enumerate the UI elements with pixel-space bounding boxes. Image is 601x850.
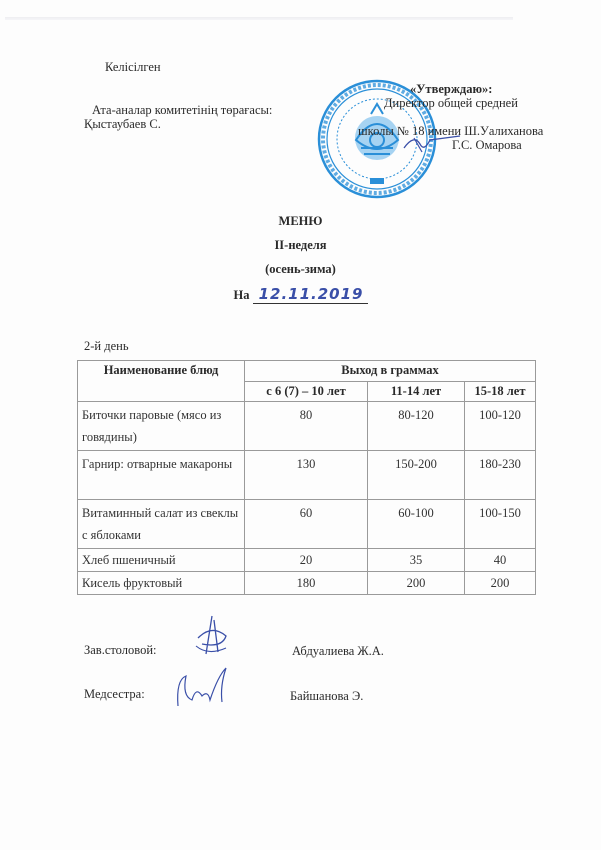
nurse-name: Байшанова Э. xyxy=(290,689,364,703)
dish-name: Витаминный салат из свеклы с яблоками xyxy=(78,500,245,549)
committee-name: Қыстаубаев С. xyxy=(84,117,161,131)
yield-15-18: 200 xyxy=(465,572,536,595)
yield-6-10: 20 xyxy=(245,549,368,572)
header-age-6-10: с 6 (7) – 10 лет xyxy=(245,381,368,402)
director-signature-icon xyxy=(400,128,470,158)
table-row xyxy=(78,402,536,451)
nurse-signature-icon xyxy=(172,666,234,710)
yield-11-14: 35 xyxy=(368,549,465,572)
header-yield-grams: Выход в граммах xyxy=(245,361,536,382)
header-dish-name: Наименование блюд xyxy=(78,361,245,402)
scan-artifact-streak xyxy=(5,17,513,20)
menu-title: МЕНЮ xyxy=(278,214,323,228)
canteen-head-role: Зав.столовой: xyxy=(84,643,157,657)
dish-name: Кисель фруктовый xyxy=(78,572,245,595)
day-label: 2-й день xyxy=(84,339,129,353)
header-age-15-18: 15-18 лет xyxy=(465,381,536,402)
yield-11-14: 80-120 xyxy=(368,402,465,451)
canteen-head-signature-icon xyxy=(192,614,232,658)
dish-name: Биточки паровые (мясо из говядины) xyxy=(78,402,245,451)
yield-6-10: 180 xyxy=(245,572,368,595)
canteen-head-name: Абдуалиева Ж.А. xyxy=(292,644,384,658)
director-name: Г.С. Омарова xyxy=(452,138,522,152)
yield-11-14: 150-200 xyxy=(368,451,465,500)
table-row xyxy=(78,549,536,572)
yield-6-10: 60 xyxy=(245,500,368,549)
table-row xyxy=(78,451,536,500)
date-line xyxy=(0,285,601,304)
header-age-11-14: 11-14 лет xyxy=(368,381,465,402)
dish-name: Гарнир: отварные макароны xyxy=(78,451,245,500)
yield-15-18: 100-120 xyxy=(465,402,536,451)
dish-name: Хлеб пшеничный xyxy=(78,549,245,572)
yield-11-14: 60-100 xyxy=(368,500,465,549)
menu-table xyxy=(77,360,536,595)
approve-label: «Утверждаю»: xyxy=(410,82,493,96)
yield-15-18: 100-150 xyxy=(465,500,536,549)
table-header-row xyxy=(78,361,536,382)
date-prefix: На xyxy=(233,288,250,302)
date-handwritten: 12.11.2019 xyxy=(253,285,368,304)
yield-15-18: 180-230 xyxy=(465,451,536,500)
director-title-line2: школы № 18 имени Ш.Уалиханова xyxy=(358,124,544,138)
agreed-label: Келісілген xyxy=(105,60,161,74)
nurse-role: Медсестра: xyxy=(84,687,145,701)
committee-title: Ата-аналар комитетінің төрағасы: xyxy=(92,103,273,117)
week-label: II-неделя xyxy=(274,238,327,252)
yield-6-10: 80 xyxy=(245,402,368,451)
table-row xyxy=(78,572,536,595)
season-label: (осень-зима) xyxy=(265,262,336,276)
yield-15-18: 40 xyxy=(465,549,536,572)
yield-11-14: 200 xyxy=(368,572,465,595)
yield-6-10: 130 xyxy=(245,451,368,500)
director-title-line1: Директор общей средней xyxy=(384,96,518,110)
table-row xyxy=(78,500,536,549)
